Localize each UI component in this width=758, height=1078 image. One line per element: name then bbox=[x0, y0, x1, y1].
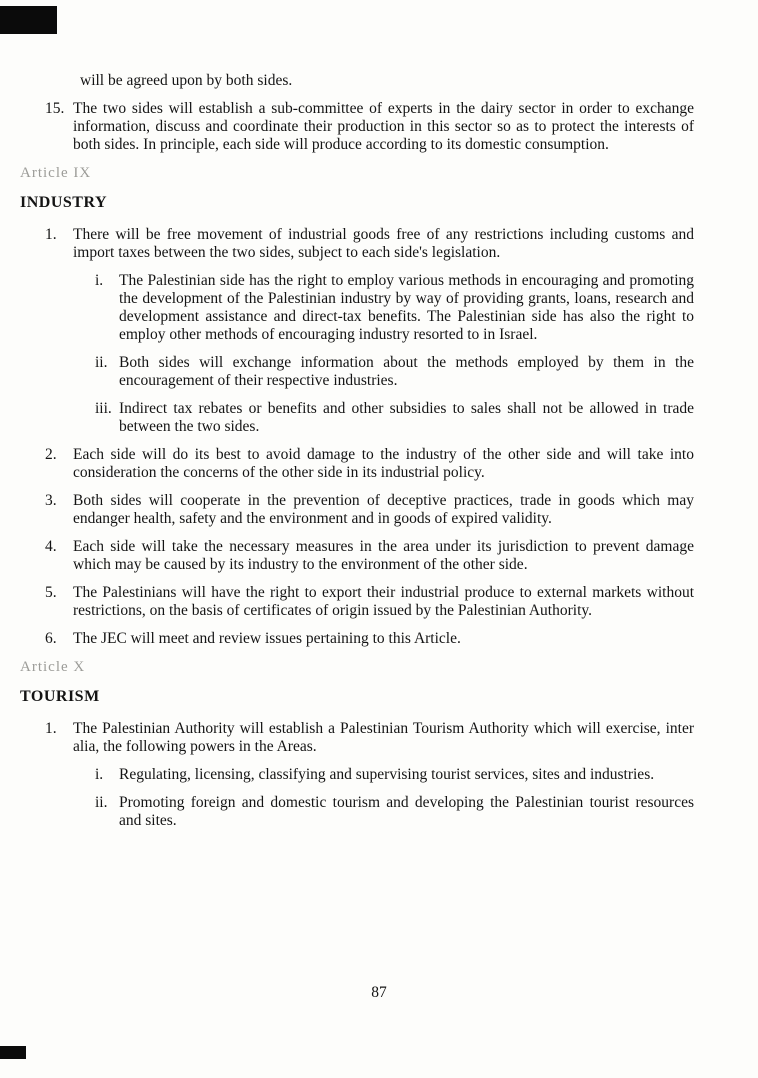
item-text: Both sides will cooperate in the prevention of deceptive practices, trade in goods which may endanger health, safety and the environment and in goods of expired validity. bbox=[73, 492, 694, 527]
item-text: The Palestinians will have the right to export their industrial produce to external markets without restrictions, on the basis of certificates of origin issued by the Palestinian Authority. bbox=[73, 584, 694, 619]
item-number: 2. bbox=[45, 446, 57, 463]
item-number: 6. bbox=[45, 630, 57, 647]
list-item-3-industry bbox=[45, 492, 694, 528]
article-ix-label: Article IX bbox=[20, 165, 92, 181]
sub-item-i-industry bbox=[95, 272, 694, 344]
item-text: The Palestinian Authority will establish a Palestinian Tourism Authority which will exercise, inter alia, the following powers in the Areas. bbox=[73, 720, 694, 755]
page-content bbox=[20, 72, 694, 840]
scan-artifact-top bbox=[0, 6, 57, 34]
list-item-15 bbox=[45, 100, 694, 154]
sub-item-text: Promoting foreign and domestic tourism and developing the Palestinian tourist resources and sites. bbox=[119, 794, 694, 829]
sub-item-number: ii. bbox=[95, 794, 108, 811]
scan-artifact-bottom bbox=[0, 1046, 26, 1059]
sub-item-text: Indirect tax rebates or benefits and other subsidies to sales shall not be allowed in trade between the two sides. bbox=[119, 400, 694, 435]
paragraph-continuation: will be agreed upon by both sides. bbox=[80, 72, 293, 89]
sub-item-number: iii. bbox=[95, 400, 112, 417]
item-number: 5. bbox=[45, 584, 57, 601]
sub-item-ii-tourism bbox=[95, 794, 694, 830]
article-x-label: Article X bbox=[20, 659, 86, 675]
item-text: The JEC will meet and review issues pertaining to this Article. bbox=[73, 630, 461, 647]
list-item-6-industry bbox=[45, 630, 694, 648]
list-item-2-industry bbox=[45, 446, 694, 482]
list-item-1-tourism bbox=[45, 720, 694, 756]
list-item-5-industry bbox=[45, 584, 694, 620]
item-text: Each side will do its best to avoid damage to the industry of the other side and will take into consideration the concerns of the other side in its industrial policy. bbox=[73, 446, 694, 481]
section-heading-industry: INDUSTRY bbox=[20, 194, 108, 211]
section-heading-tourism: TOURISM bbox=[20, 688, 100, 705]
sub-item-iii-industry bbox=[95, 400, 694, 436]
page-number: 87 bbox=[371, 984, 387, 1001]
item-number: 1. bbox=[45, 720, 57, 737]
list-item-1-industry bbox=[45, 226, 694, 262]
sub-item-text: Regulating, licensing, classifying and supervising tourist services, sites and industries. bbox=[119, 766, 655, 783]
sub-item-i-tourism bbox=[95, 766, 694, 784]
sub-item-text: Both sides will exchange information about the methods employed by them in the encouragement of their respective industries. bbox=[119, 354, 694, 389]
sub-item-number: i. bbox=[95, 766, 104, 783]
list-item-4-industry bbox=[45, 538, 694, 574]
item-text: The two sides will establish a sub-committee of experts in the dairy sector in order to exchange information, discuss and coordinate their production in this sector so as to protect the interests of both sides. In principle, each side will produce according to its domestic consumption. bbox=[73, 100, 694, 153]
item-number: 3. bbox=[45, 492, 57, 509]
sub-item-number: i. bbox=[95, 272, 104, 289]
item-number: 15. bbox=[45, 100, 65, 117]
item-number: 4. bbox=[45, 538, 57, 555]
sub-item-text: The Palestinian side has the right to employ various methods in encouraging and promoting the development of the Palestinian industry by way of providing grants, loans, research and development assistance and direct-tax benefits. The Palestinian side has also the right to employ other methods of encouraging industry resorted to in Israel. bbox=[119, 272, 694, 343]
sub-item-ii-industry bbox=[95, 354, 694, 390]
item-text: Each side will take the necessary measures in the area under its jurisdiction to prevent damage which may be caused by its industry to the environment of the other side. bbox=[73, 538, 694, 573]
sub-item-number: ii. bbox=[95, 354, 108, 371]
item-number: 1. bbox=[45, 226, 57, 243]
item-text: There will be free movement of industrial goods free of any restrictions including customs and import taxes between the two sides, subject to each side's legislation. bbox=[73, 226, 694, 261]
